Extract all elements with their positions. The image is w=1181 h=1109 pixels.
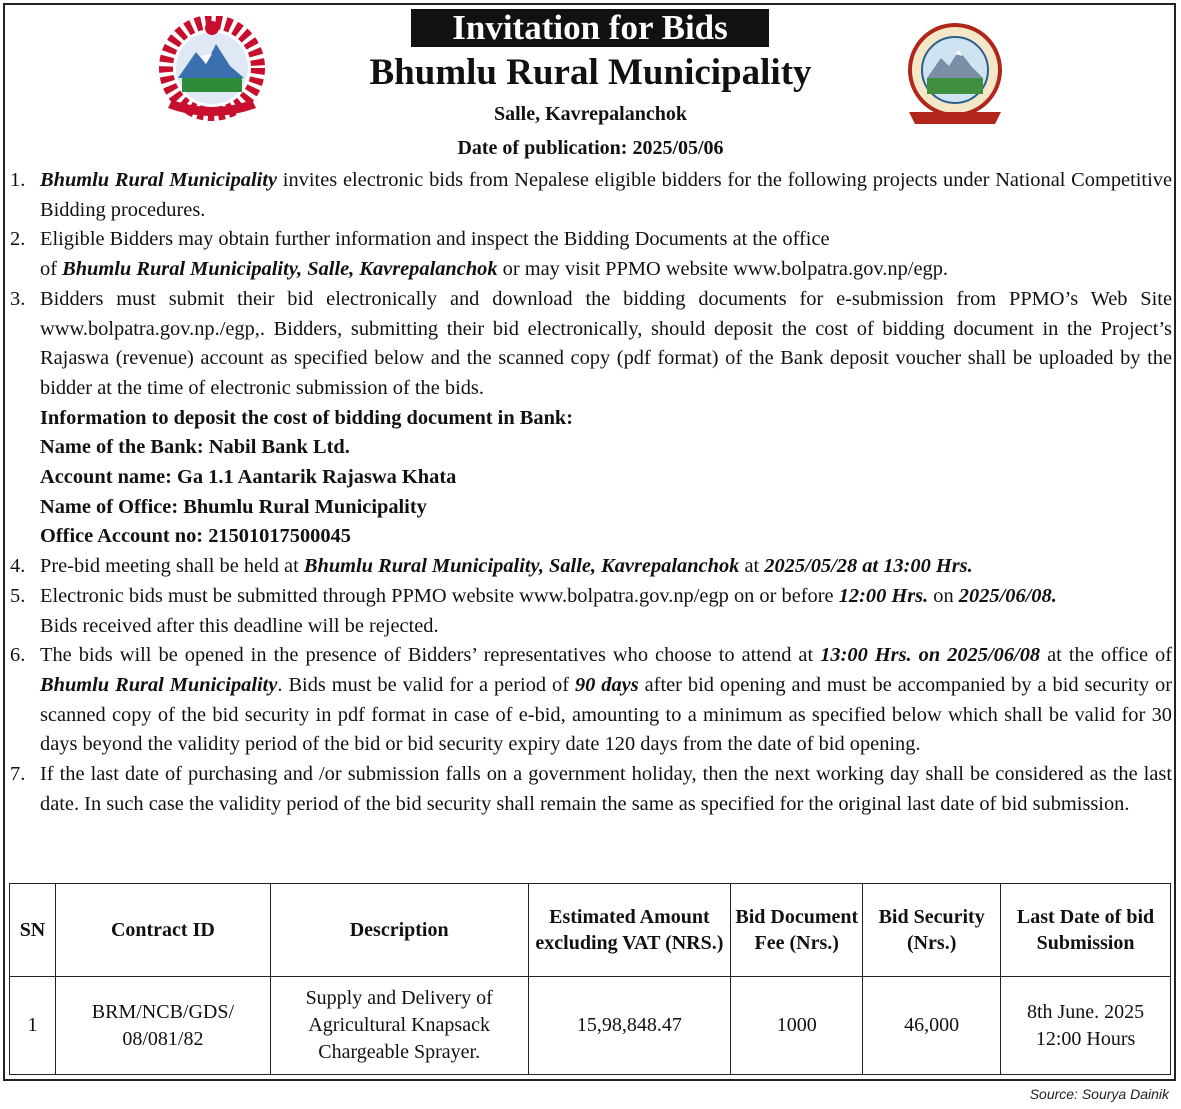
item-number: 4. (10, 555, 26, 578)
item-text: Eligible Bidders may obtain further information and inspect the Bidding Documents at the office of Bhumlu Rural Municipality, Salle, Kavrepalanchok or may visit PPMO website www.bolpatra.gov.np/egp. (40, 228, 948, 281)
list-item (10, 552, 1172, 582)
organization-title: Bhumlu Rural Municipality (369, 52, 812, 93)
list-item (10, 760, 1172, 819)
col-sn: SN (10, 884, 56, 977)
account-name: Account name: Ga 1.1 Aantarik Rajaswa Khata (40, 466, 457, 489)
publication-date: Date of publication: 2025/05/06 (457, 137, 724, 159)
notice-body (10, 166, 1172, 819)
item-number: 1. (10, 169, 26, 191)
invitation-banner: Invitation for Bids (411, 9, 769, 47)
cell-contract-id: BRM/NCB/GDS/ 08/081/82 (55, 977, 270, 1075)
account-number: Office Account no: 21501017500045 (40, 525, 351, 548)
location-line: Salle, Kavrepalanchok (494, 103, 687, 125)
cell-bid-document-fee: 1000 (731, 977, 863, 1075)
item-number: 6. (10, 644, 26, 667)
item-text: If the last date of purchasing and /or submission falls on a government holiday, then the next working day shall be considered as the last date. In such case the validity period of the bid security shall remain the same as specified for the original last date of bid submission. (40, 763, 1172, 815)
list-item (10, 285, 1172, 404)
col-contract-id: Contract ID (55, 884, 270, 977)
item-text: The bids will be opened in the presence of Bidders’ representatives who choose to attend at 13:00 Hrs. on 2025/06/08 at the office of Bhumlu Rural Municipality. Bids must be valid for a period of 90 days after bid opening and must be accompanied by a bid security or scanned copy of the bid security in pdf format in case of e-bid, amounting to a minimum as specified below which shall be valid for 30 days beyond the validity period of the bid or bid security expiry date 120 days from the date of bid opening. (40, 644, 1173, 756)
list-item (10, 641, 1172, 760)
item-text: Bidders must submit their bid electronically and download the bidding documents for e-submission from PPMO’s Web Site www.bolpatra.gov.np./egp,. Bidders, submitting their bid electronically, should deposit the cost of bidding document in the Project’s Rajaswa (revenue) account as specified below and the scanned copy (pdf format) of the Bank deposit voucher shall be uploaded by the bidder at the time of electronic submission of the bids. (40, 287, 1172, 399)
bank-info-heading: Information to deposit the cost of bidding document in Bank: (40, 406, 574, 429)
col-last-date: Last Date of bid Submission (1001, 884, 1171, 977)
list-item (10, 225, 1172, 284)
bank-name: Name of the Bank: Nabil Bank Ltd. (40, 436, 350, 459)
item-text: Electronic bids must be submitted through PPMO website www.bolpatra.gov.np/egp on or before 12:00 Hrs. on 2025/06/08. Bids received after this deadline will be rejected. (40, 584, 1057, 637)
item-text: Bhumlu Rural Municipality invites electronic bids from Nepalese eligible bidders for the following projects under National Competitive Bidding procedures. (40, 169, 1172, 221)
item-number: 2. (10, 228, 26, 251)
col-description: Description (270, 884, 528, 977)
item-number: 5. (10, 584, 26, 607)
item-text: Pre-bid meeting shall be held at Bhumlu Rural Municipality, Salle, Kavrepalanchok at 2025/05/28 at 13:00 Hrs. (40, 555, 973, 578)
cell-sn: 1 (10, 977, 56, 1075)
cell-description: Supply and Delivery of Agricultural Knapsack Chargeable Sprayer. (270, 977, 528, 1075)
cell-bid-security: 46,000 (863, 977, 1001, 1075)
bid-table (9, 883, 1171, 1075)
cell-last-date: 8th June. 2025 12:00 Hours (1001, 977, 1171, 1075)
col-estimated-amount: Estimated Amount excluding VAT (NRS.) (528, 884, 731, 977)
list-item (10, 166, 1172, 225)
item-number: 7. (10, 763, 26, 786)
cell-estimated-amount: 15,98,848.47 (528, 977, 731, 1075)
office-name: Name of Office: Bhumlu Rural Municipality (40, 495, 427, 518)
table-header-row (10, 884, 1171, 977)
list-item (10, 582, 1172, 641)
table-row (10, 977, 1171, 1075)
col-bid-security: Bid Security (Nrs.) (863, 884, 1001, 977)
source-caption: Source: Sourya Dainik (1029, 1086, 1169, 1102)
col-bid-document-fee: Bid Document Fee (Nrs.) (731, 884, 863, 977)
item-number: 3. (10, 287, 26, 310)
